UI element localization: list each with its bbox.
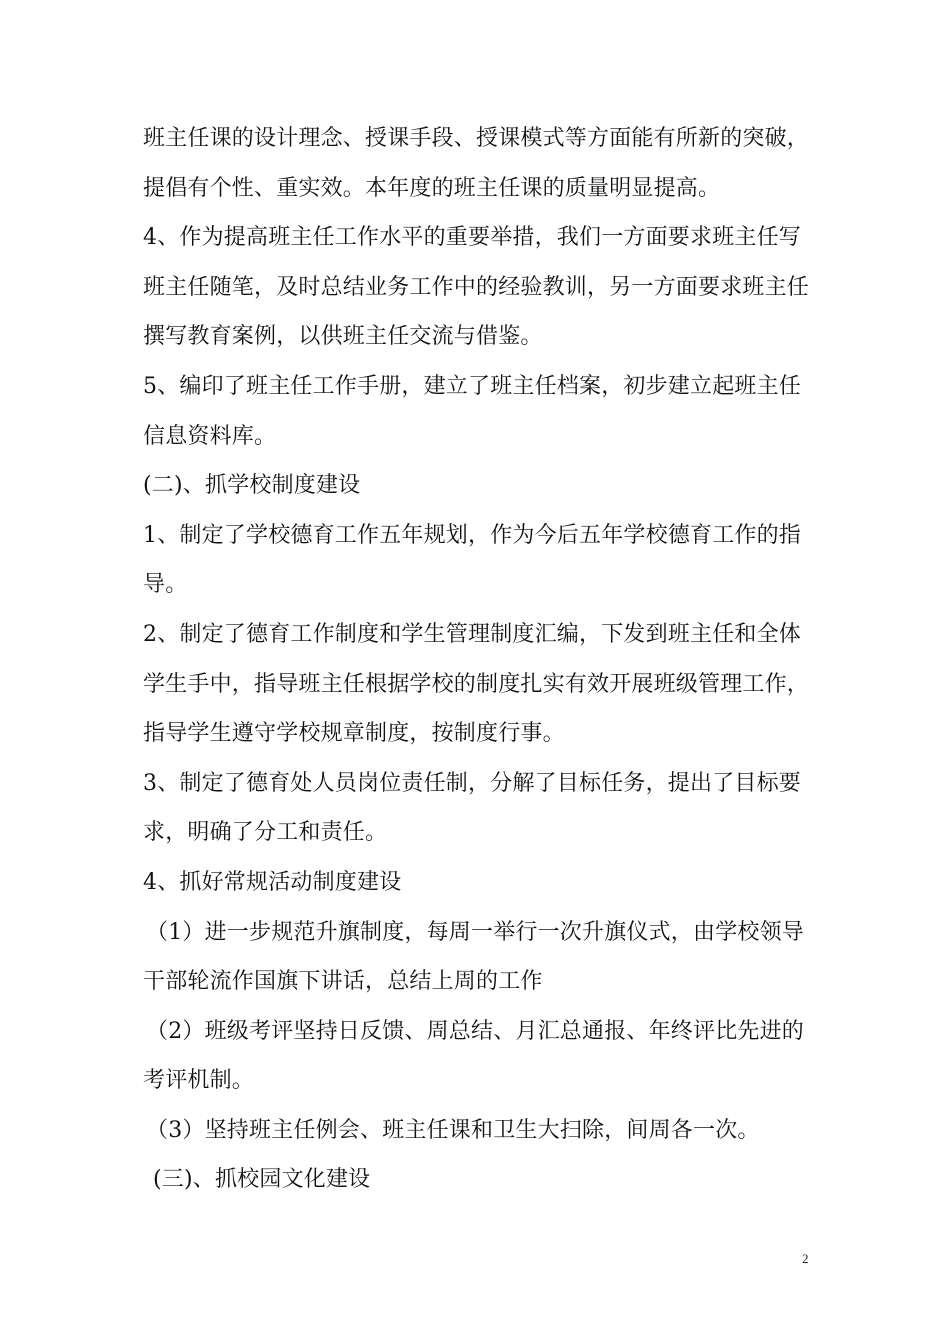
text-line: 指导学生遵守学校规章制度，按制度行事。 (143, 721, 565, 747)
text-line: 4、抓好常规活动制度建设 (143, 869, 402, 895)
section-heading: (二)、抓学校制度建设 (143, 473, 361, 499)
text-line: 信息资料库。 (143, 423, 277, 449)
text-line: （1）进一步规范升旗制度，每周一举行一次升旗仪式，由学校领导 (146, 919, 804, 945)
text-line: （3）坚持班主任例会、班主任课和卫生大扫除，间周各一次。 (146, 1117, 760, 1143)
text-line: 2、制定了德育工作制度和学生管理制度汇编，下发到班主任和全体 (143, 621, 801, 647)
section-heading: (三)、抓校园文化建设 (153, 1167, 371, 1193)
text-line: 班主任随笔，及时总结业务工作中的经验教训，另一方面要求班主任 (143, 274, 810, 300)
text-line: 导。 (143, 572, 188, 598)
text-line: 提倡有个性、重实效。本年度的班主任课的质量明显提高。 (143, 175, 721, 201)
text-line: 1、制定了学校德育工作五年规划，作为今后五年学校德育工作的指 (143, 522, 801, 548)
text-line: 求，明确了分工和责任。 (143, 820, 388, 846)
text-line: 5、编印了班主任工作手册，建立了班主任档案，初步建立起班主任 (143, 373, 801, 399)
text-line: 撰写教育案例，以供班主任交流与借鉴。 (143, 324, 543, 350)
text-line: 考评机制。 (143, 1068, 255, 1094)
page-number: 2 (802, 1251, 809, 1266)
text-line: 4、作为提高班主任工作水平的重要举措，我们一方面要求班主任写 (143, 225, 801, 251)
text-line: 班主任课的设计理念、授课手段、授课模式等方面能有所新的突破， (143, 126, 810, 151)
text-line: （2）班级考评坚持日反馈、周总结、月汇总通报、年终评比先进的 (146, 1018, 804, 1044)
document-body (143, 114, 811, 1205)
text-line: 干部轮流作国旗下讲话，总结上周的工作 (143, 969, 543, 995)
text-line: 学生手中，指导班主任根据学校的制度扎实有效开展班级管理工作， (143, 671, 810, 697)
text-line: 3、制定了德育处人员岗位责任制，分解了目标任务，提出了目标要 (143, 770, 801, 796)
